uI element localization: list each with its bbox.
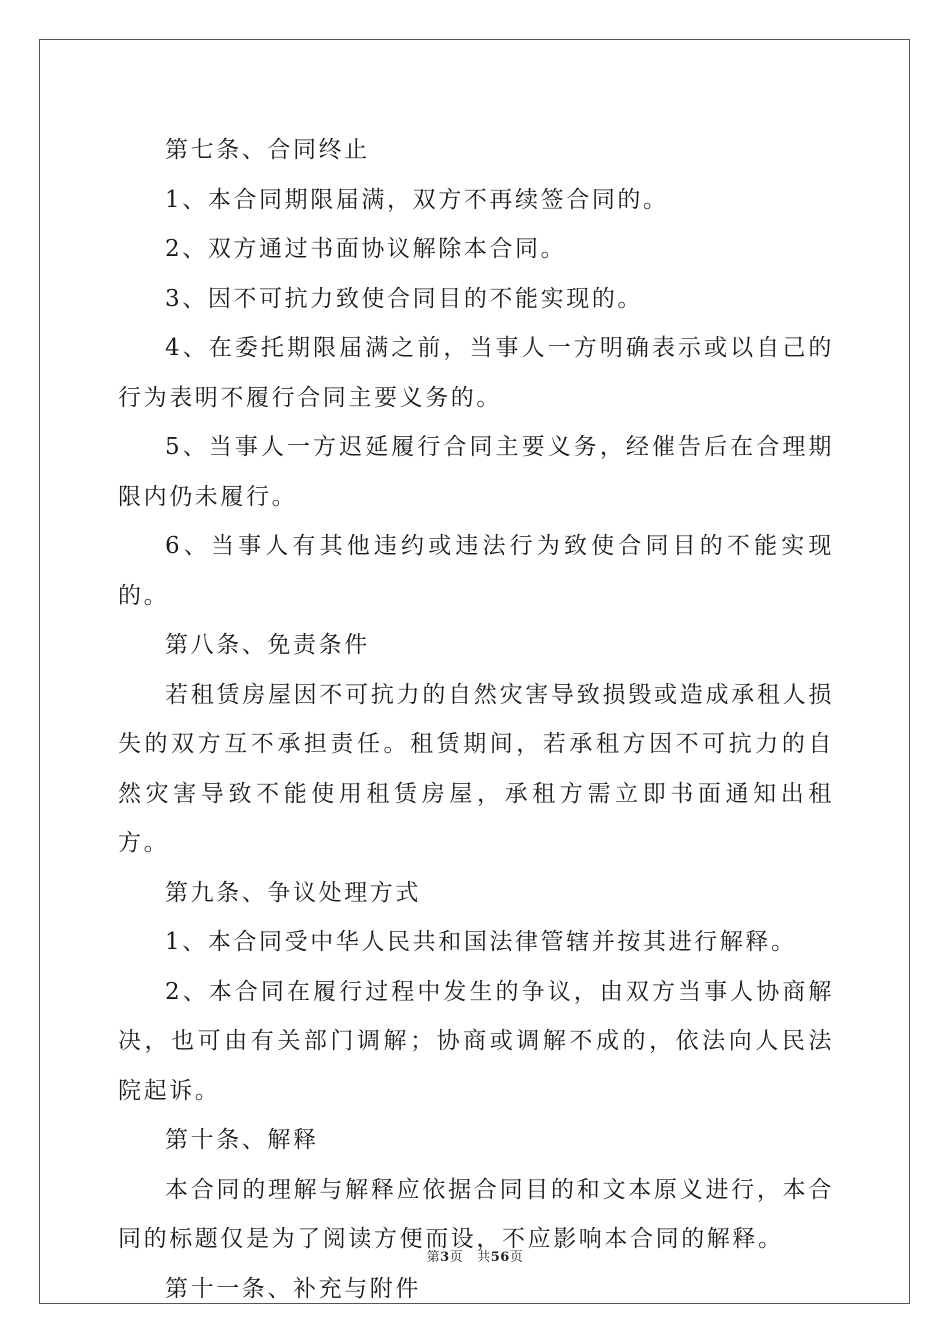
- paragraph: 3、因不可抗力致使合同目的不能实现的。: [165, 285, 644, 312]
- paragraph: 2、双方通过书面协议解除本合同。: [165, 236, 567, 262]
- section-heading-7: 第七条、合同终止: [165, 137, 370, 163]
- section-heading-11: 第十一条、补充与附件: [165, 1275, 421, 1302]
- paragraph: 本合同的理解与解释应依据合同目的和文本原义进行，本合同的标题仅是为了阅读方便而设，不应影响本合同的解释。: [118, 1176, 834, 1252]
- section-heading-8: 第八条、免责条件: [165, 632, 370, 658]
- document-body: [118, 126, 834, 1314]
- footer-total-suffix: 页: [509, 1250, 524, 1265]
- paragraph: 若租赁房屋因不可抗力的自然灾害导致损毁或造成承租人损失的双方互不承担责任。租赁期间，若承租方因不可抗力的自然灾害导致不能使用租赁房屋，承租方需立即书面通知出租方。: [118, 681, 834, 856]
- paragraph: 5、当事人一方迟延履行合同主要义务，经催告后在合理期限内仍未履行。: [118, 434, 834, 510]
- current-page-number: 3: [440, 1250, 450, 1265]
- footer-prefix: 第: [426, 1250, 441, 1265]
- paragraph: 1、本合同期限届满，双方不再续签合同的。: [165, 186, 669, 213]
- paragraph: 4、在委托期限届满之前，当事人一方明确表示或以自己的行为表明不履行合同主要义务的。: [118, 335, 834, 411]
- paragraph: 6、当事人有其他违约或违法行为致使合同目的不能实现的。: [118, 533, 834, 609]
- total-page-count: 56: [490, 1250, 510, 1265]
- page-footer: [0, 1246, 950, 1265]
- paragraph: 2、本合同在履行过程中发生的争议，由双方当事人协商解决，也可由有关部门调解；协商或调解不成的，依法向人民法院起诉。: [118, 978, 834, 1104]
- section-heading-9: 第九条、争议处理方式: [165, 879, 421, 906]
- footer-page-suffix: 页: [449, 1250, 464, 1265]
- paragraph: 1、本合同受中华人民共和国法律管辖并按其进行解释。: [165, 929, 797, 955]
- section-heading-10: 第十条、解释: [165, 1127, 319, 1153]
- footer-total-prefix: 共: [477, 1250, 491, 1265]
